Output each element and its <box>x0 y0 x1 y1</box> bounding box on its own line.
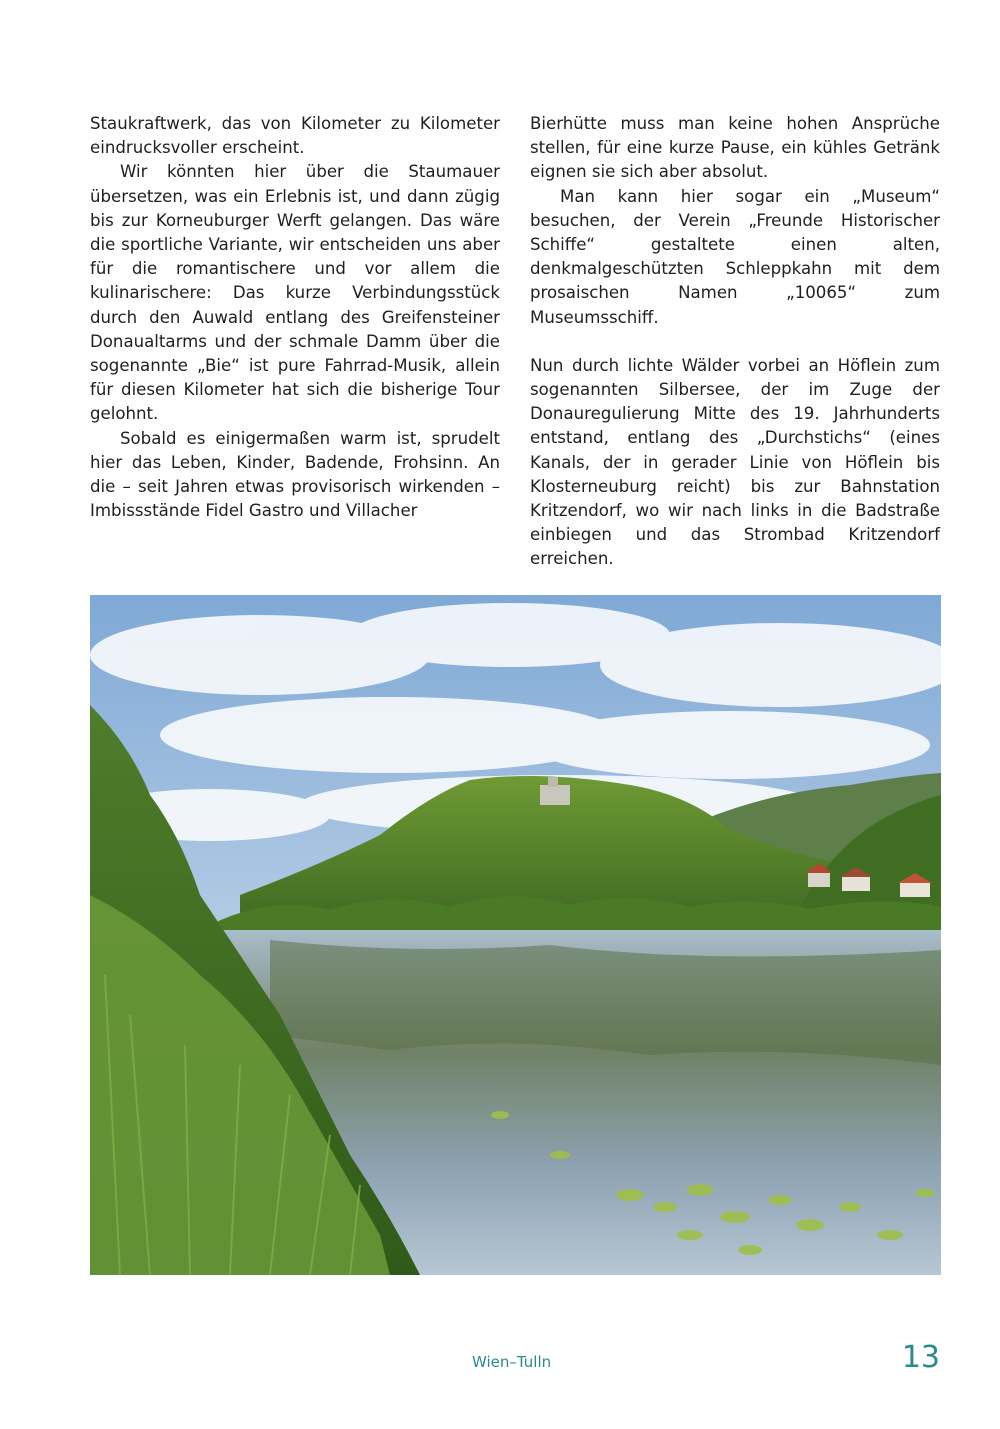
paragraph: Nun durch lichte Wälder vorbei an Höflein zum sogenannten Silbersee, der im Zuge der Donauregulierung Mitte des 19. Jahrhunderts entstand, entlang des „Durchstichs“ (eines Kanals, der in gerader Linie von Höflein bis Klosterneuburg reicht) bis zur Bahnstation Kritzendorf, wo wir nach links in die Badstraße einbiegen und das Strombad Kritzendorf erreichen. <box>530 355 940 569</box>
paragraph: Man kann hier sogar ein „Museum“ besuchen, der Verein „Freunde Historischer Schiffe“ gestaltete einen alten, denkmalgeschützten Schleppkahn mit dem prosaischen Namen „10065“ zum Museumsschiff. <box>530 186 940 327</box>
landscape-photo <box>90 595 941 1275</box>
paragraph: Bierhütte muss man keine hohen Ansprüche stellen, für eine kurze Pause, ein kühles Getränk eignen sie sich aber absolut. <box>530 114 940 182</box>
paragraph: Wir könnten hier über die Staumauer übersetzen, was ein Erlebnis ist, und dann zügig bis zur Korneuburger Werft gelangen. Das wäre die sportliche Variante, wir entscheiden uns aber für die romantischere und vor allem die kulinarischere: Das kurze Verbindungsstück durch den Auwald entlang des Greifensteiner Donaualtarms und der schmale Damm über die sogenannte „Bie“ ist pure Fahrrad-Musik, allein für diesen Kilometer hat sich die bisherige Tour gelohnt. <box>90 162 500 424</box>
paragraph: Staukraftwerk, das von Kilometer zu Kilometer eindrucksvoller erscheint. <box>90 114 500 158</box>
paragraph: Sobald es einigermaßen warm ist, sprudelt hier das Leben, Kinder, Badende, Frohsinn. An die – seit Jahren etwas provisorisch wirkenden – Imbissstände Fidel Gastro und Villacher <box>90 428 500 521</box>
page-number: 13 <box>901 1340 940 1375</box>
running-footer: Wien–Tulln <box>472 1353 552 1371</box>
left-column <box>90 112 500 523</box>
right-column <box>530 112 940 572</box>
